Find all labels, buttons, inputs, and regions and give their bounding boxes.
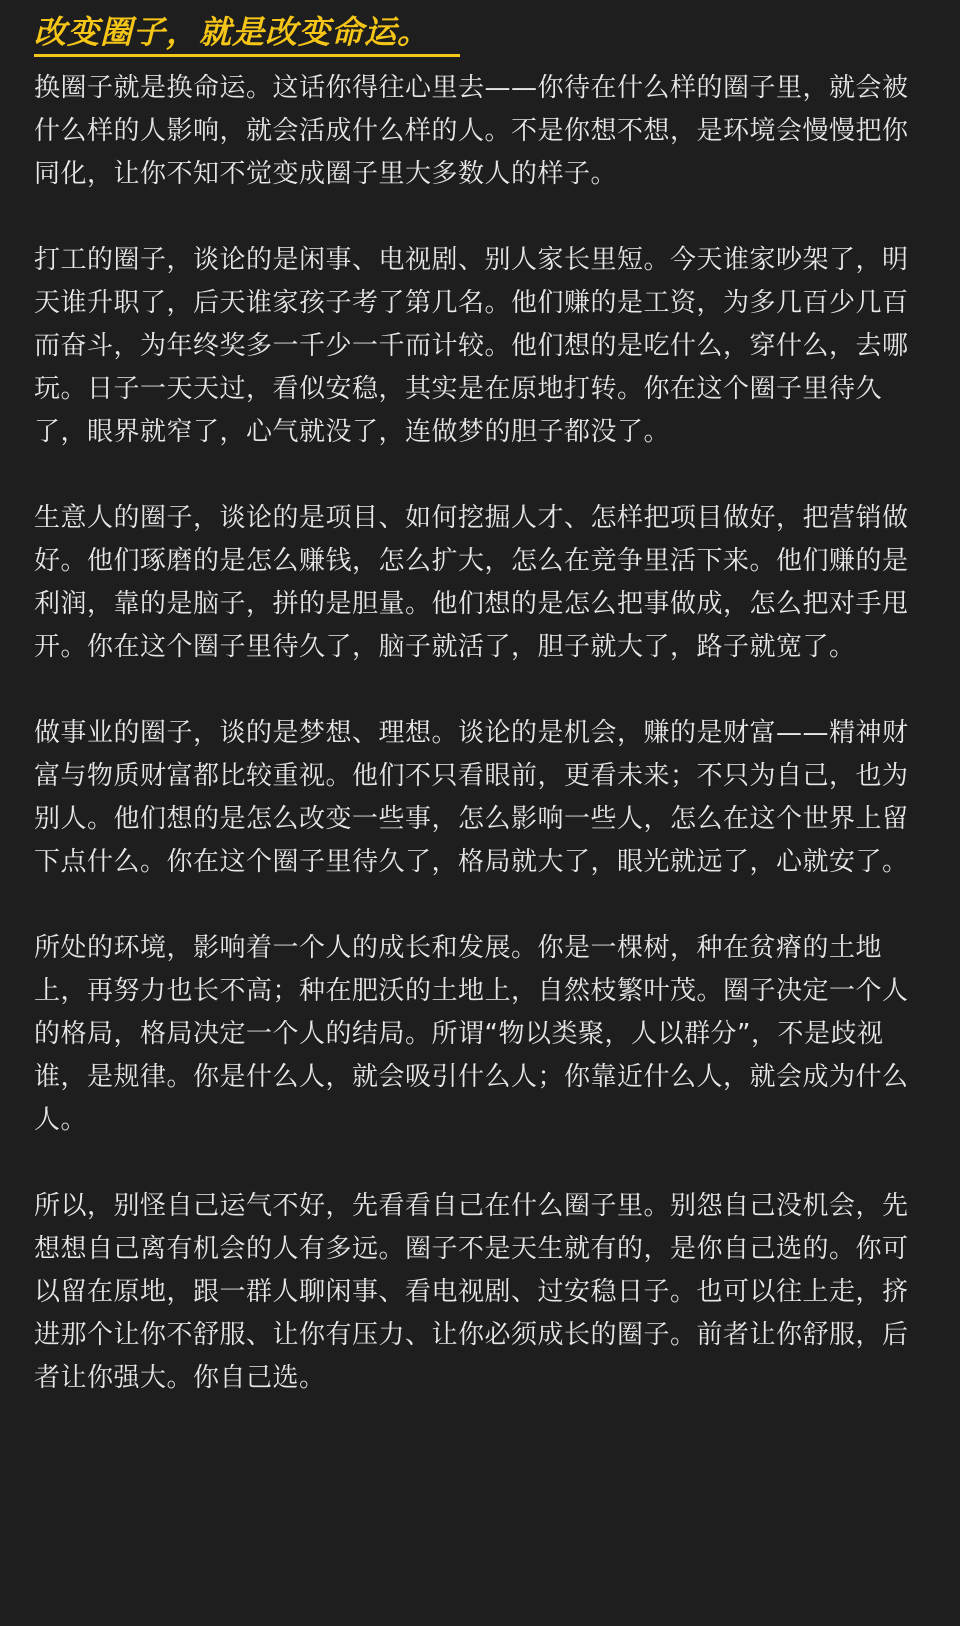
article-title: 改变圈子，就是改变命运。 — [34, 10, 460, 57]
paragraph-1: 换圈子就是换命运。这话你得往心里去——你待在什么样的圈子里，就会被什么样的人影响，就会活成什么样的人。不是你想不想，是环境会慢慢把你同化，让你不知不觉变成圈子里大多数人的样子。 — [34, 73, 909, 189]
title-wrap — [34, 10, 460, 57]
paragraph-5: 所处的环境，影响着一个人的成长和发展。你是一棵树，种在贫瘠的土地上，再努力也长不高；种在肥沃的土地上，自然枝繁叶茂。圈子决定一个人的格局，格局决定一个人的结局。所谓“物以类聚，人以群分”，不是歧视谁，是规律。你是什么人，就会吸引什么人；你靠近什么人，就会成为什么人。 — [34, 933, 909, 1135]
paragraph-3: 生意人的圈子，谈论的是项目、如何挖掘人才、怎样把项目做好，把营销做好。他们琢磨的是怎么赚钱，怎么扩大，怎么在竞争里活下来。他们赚的是利润，靠的是脑子，拼的是胆量。他们想的是怎么把事做成，怎么把对手甩开。你在这个圈子里待久了，脑子就活了，胆子就大了，路子就宽了。 — [34, 503, 909, 662]
paragraph-2: 打工的圈子，谈论的是闲事、电视剧、别人家长里短。今天谁家吵架了，明天谁升职了，后天谁家孩子考了第几名。他们赚的是工资，为多几百少几百而奋斗，为年终奖多一千少一千而计较。他们想的是吃什么，穿什么，去哪玩。日子一天天过，看似安稳，其实是在原地打转。你在这个圈子里待久了，眼界就窄了，心气就没了，连做梦的胆子都没了。 — [34, 245, 909, 447]
paragraph-4: 做事业的圈子，谈的是梦想、理想。谈论的是机会，赚的是财富——精神财富与物质财富都比较重视。他们不只看眼前，更看未来；不只为自己，也为别人。他们想的是怎么改变一些事，怎么影响一些人，怎么在这个世界上留下点什么。你在这个圈子里待久了，格局就大了，眼光就远了，心就安了。 — [34, 718, 909, 877]
paragraph-6: 所以，别怪自己运气不好，先看看自己在什么圈子里。别怨自己没机会，先想想自己离有机会的人有多远。圈子不是天生就有的，是你自己选的。你可以留在原地，跟一群人聊闲事、看电视剧、过安稳日子。也可以往上走，挤进那个让你不舒服、让你有压力、让你必须成长的圈子。前者让你舒服，后者让你强大。你自己选。 — [34, 1191, 909, 1393]
